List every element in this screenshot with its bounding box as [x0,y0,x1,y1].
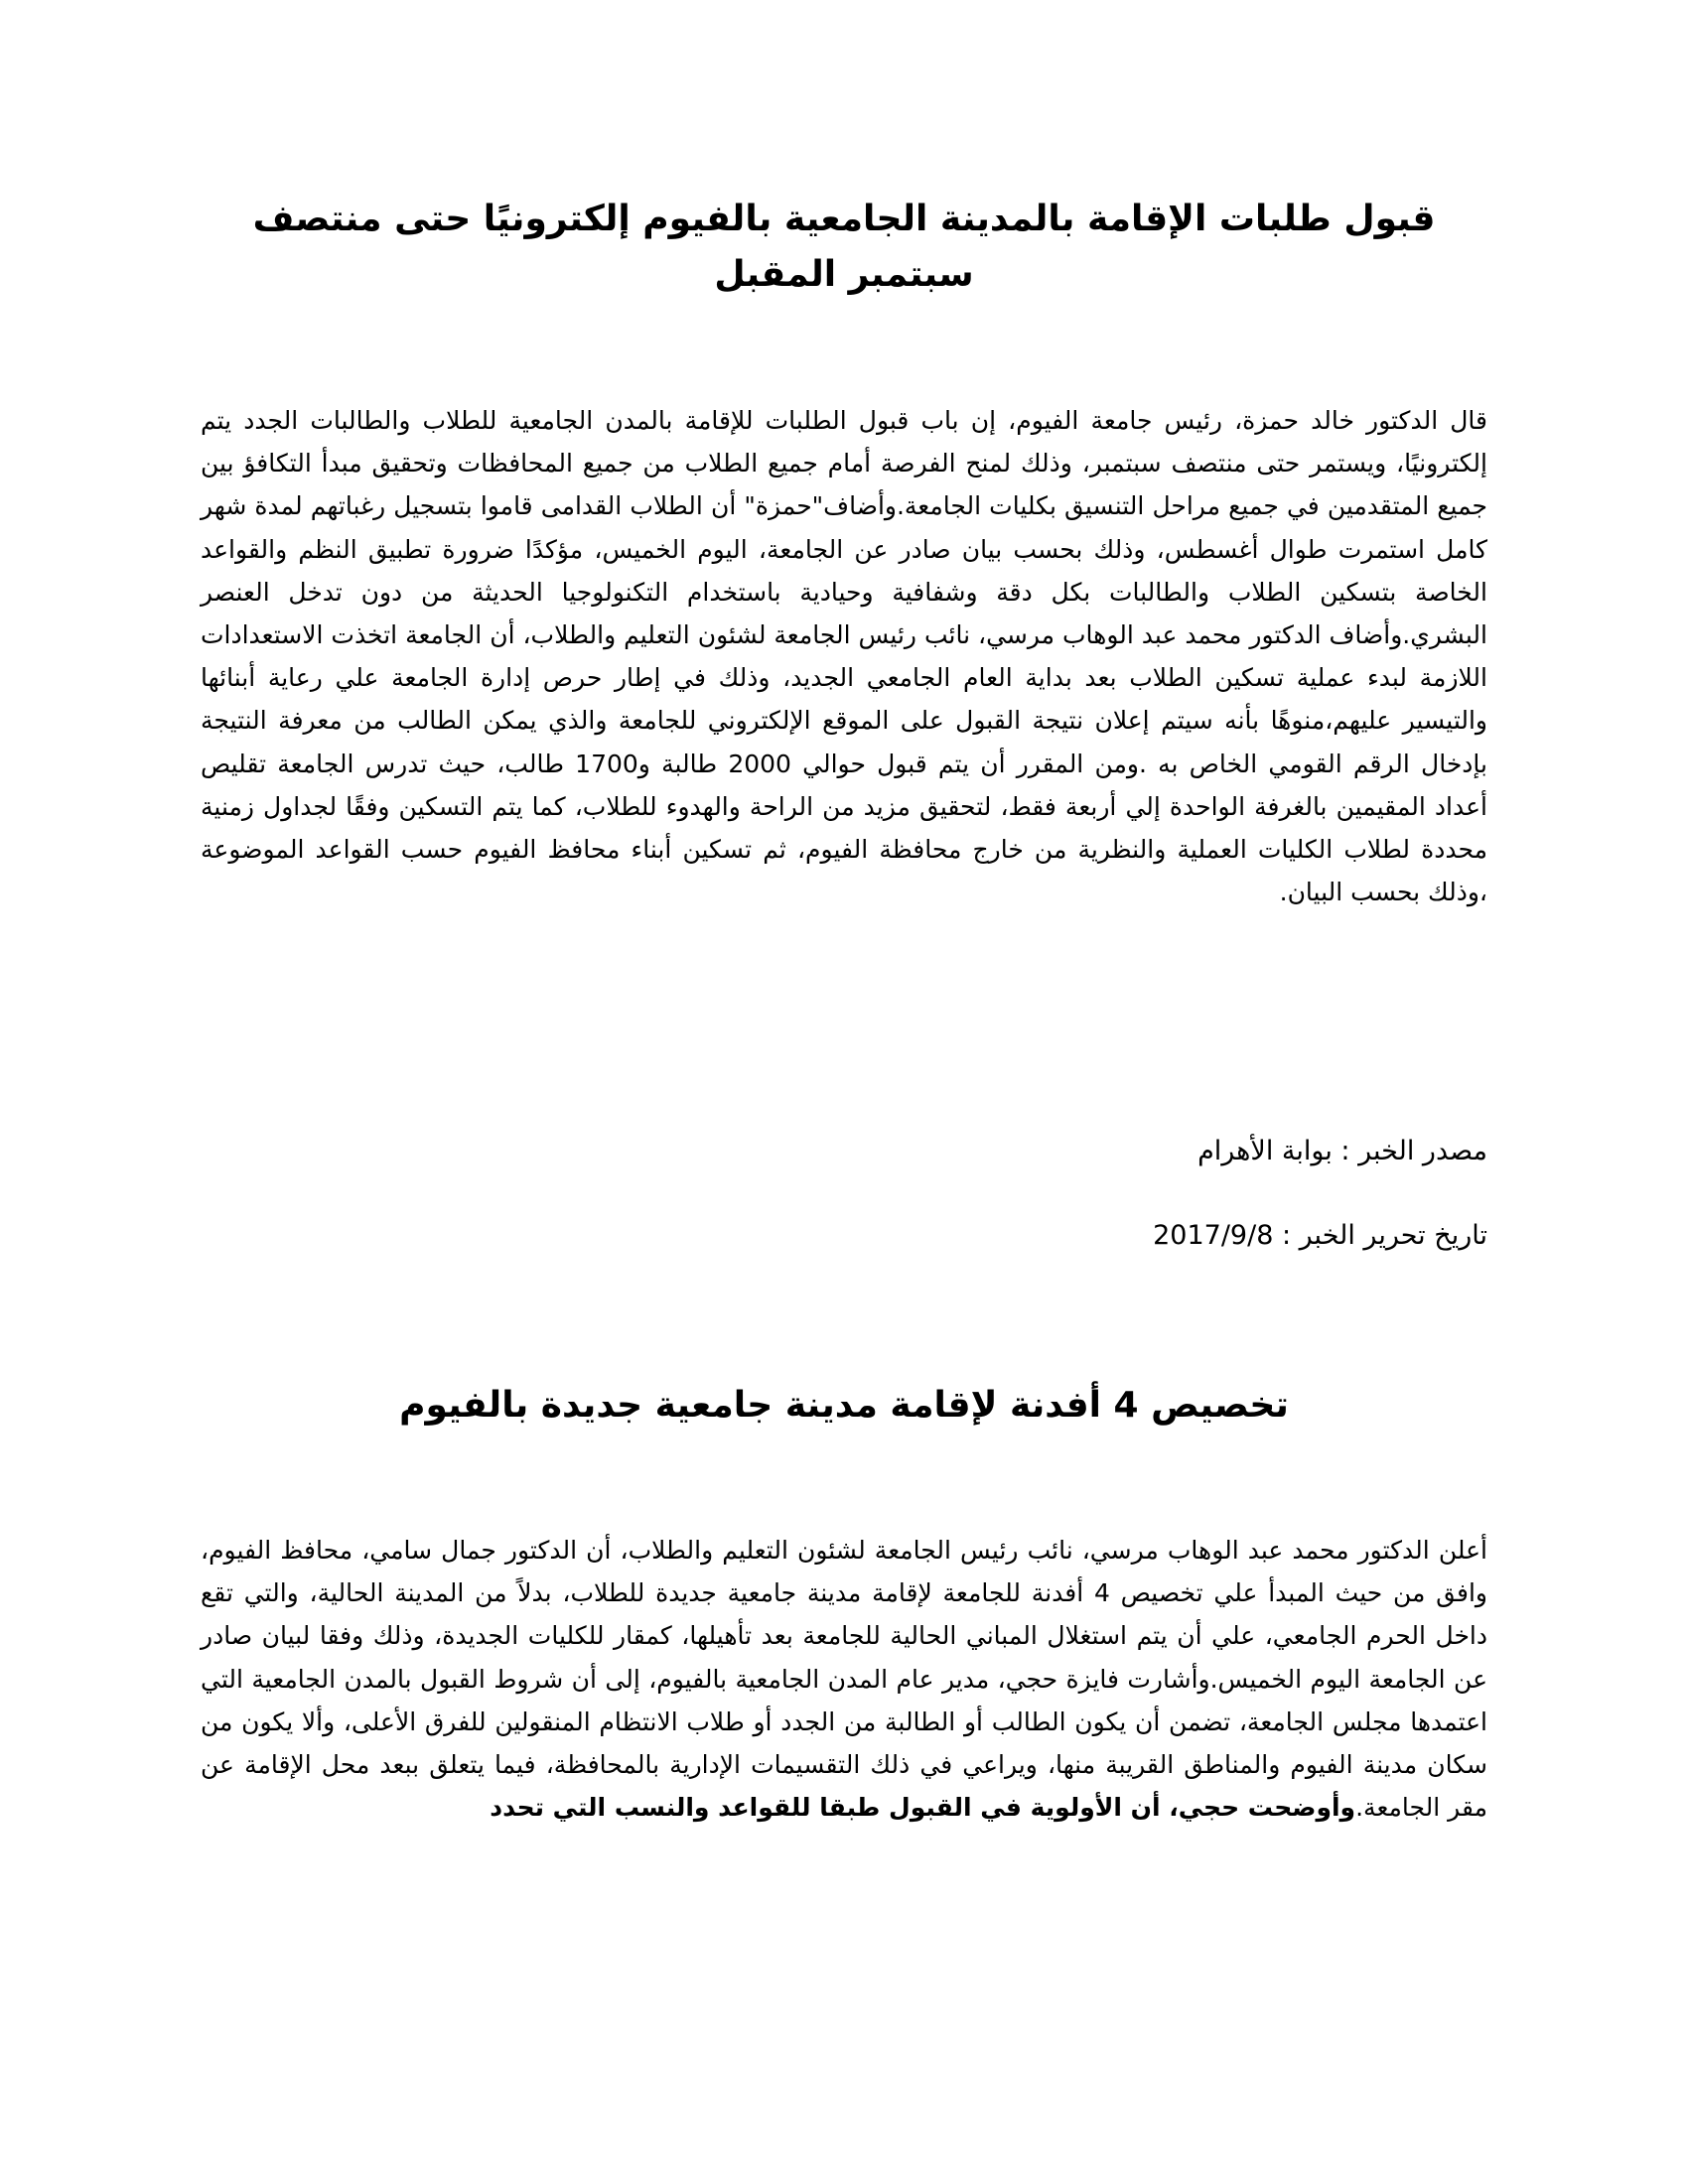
article-body-2-bold-text: وأوضحت حجي، أن الأولوية في القبول طبقا للقواعد والنسب التي تحدد [490,1793,1356,1823]
article-body-2-text: أعلن الدكتور محمد عبد الوهاب مرسي، نائب رئيس الجامعة لشئون التعليم والطلاب، أن الدكتور جمال سامي، محافظ الفيوم، وافق من حيث المبدأ علي تخصيص 4 أفدنة للجامعة لإقامة مدينة جامعية جديدة للطلاب، بدلاً من المدينة الحالية، والتي تقع داخل الحرم الجامعي، علي أن يتم استغلال المباني الحالية للجامعة بعد تأهيلها، كمقار للكليات الجديدة، وذلك وفقا لبيان صادر عن الجامعة اليوم الخميس.وأشارت فايزة حجي، مدير عام المدن الجامعية بالفيوم، إلى أن شروط القبول بالمدن الجامعية التي اعتمدها مجلس الجامعة، تضمن أن يكون الطالب أو الطالبة من الجدد أو طلاب الانتظام المنقولين للفرق الأعلى، وألا يكون من سكان مدينة الفيوم والمناطق القريبة منها، ويراعي في ذلك التقسيمات الإدارية بالمحافظة، فيما يتعلق ببعد محل الإقامة عن مقر الجامعة. [201,1536,1488,1823]
article-title: قبول طلبات الإقامة بالمدينة الجامعية بالفيوم إلكترونيًا حتى منتصف سبتمبر المقبل [252,199,1436,295]
article-title-2: تخصيص 4 أفدنة لإقامة مدينة جامعية جديدة بالفيوم [399,1385,1289,1426]
article-body-2 [201,1529,1487,1829]
article-body: قال الدكتور خالد حمزة، رئيس جامعة الفيوم، إن باب قبول الطلبات للإقامة بالمدن الجامعية للطلاب والطالبات الجدد يتم إلكترونيًا، ويستمر حتى منتصف سبتمبر، وذلك لمنح الفرصة أمام جميع الطلاب من جميع المحافظات وتحقيق مبدأ التكافؤ بين جميع المتقدمين في جميع مراحل التنسيق بكليات الجامعة.وأضاف"حمزة" أن الطلاب القدامى قاموا بتسجيل رغباتهم لمدة شهر كامل استمرت طوال أغسطس، وذلك بحسب بيان صادر عن الجامعة، اليوم الخميس، مؤكدًا ضرورة تطبيق النظم والقواعد الخاصة بتسكين الطلاب والطالبات بكل دقة وشفافية وحيادية باستخدام التكنولوجيا الحديثة من دون تدخل العنصر البشري.وأضاف الدكتور محمد عبد الوهاب مرسي، نائب رئيس الجامعة لشئون التعليم والطلاب، أن الجامعة اتخذت الاستعدادات اللازمة لبدء عملية تسكين الطلاب بعد بداية العام الجامعي الجديد، وذلك في إطار حرص إدارة الجامعة علي رعاية أبنائها والتيسير عليهم،منوهًا بأنه سيتم إعلان نتيجة القبول على الموقع الإلكتروني للجامعة والذي يمكن الطالب من معرفة النتيجة بإدخال الرقم القومي الخاص به .ومن المقرر أن يتم قبول حوالي 2000 طالبة و1700 طالب، حيث تدرس الجامعة تقليص أعداد المقيمين بالغرفة الواحدة إلي أربعة فقط، لتحقيق مزيد من الراحة والهدوء للطلاب، كما يتم التسكين وفقًا لجداول زمنية محددة لطلاب الكليات العملية والنظرية من خارج محافظة الفيوم، ثم تسكين أبناء محافظ الفيوم حسب القواعد الموضوعة ،وذلك بحسب البيان. [201,406,1488,907]
news-source: مصدر الخبر : بوابة الأهرام [1197,1136,1487,1166]
edit-date: تاريخ تحرير الخبر : 2017/9/8 [1153,1220,1487,1251]
